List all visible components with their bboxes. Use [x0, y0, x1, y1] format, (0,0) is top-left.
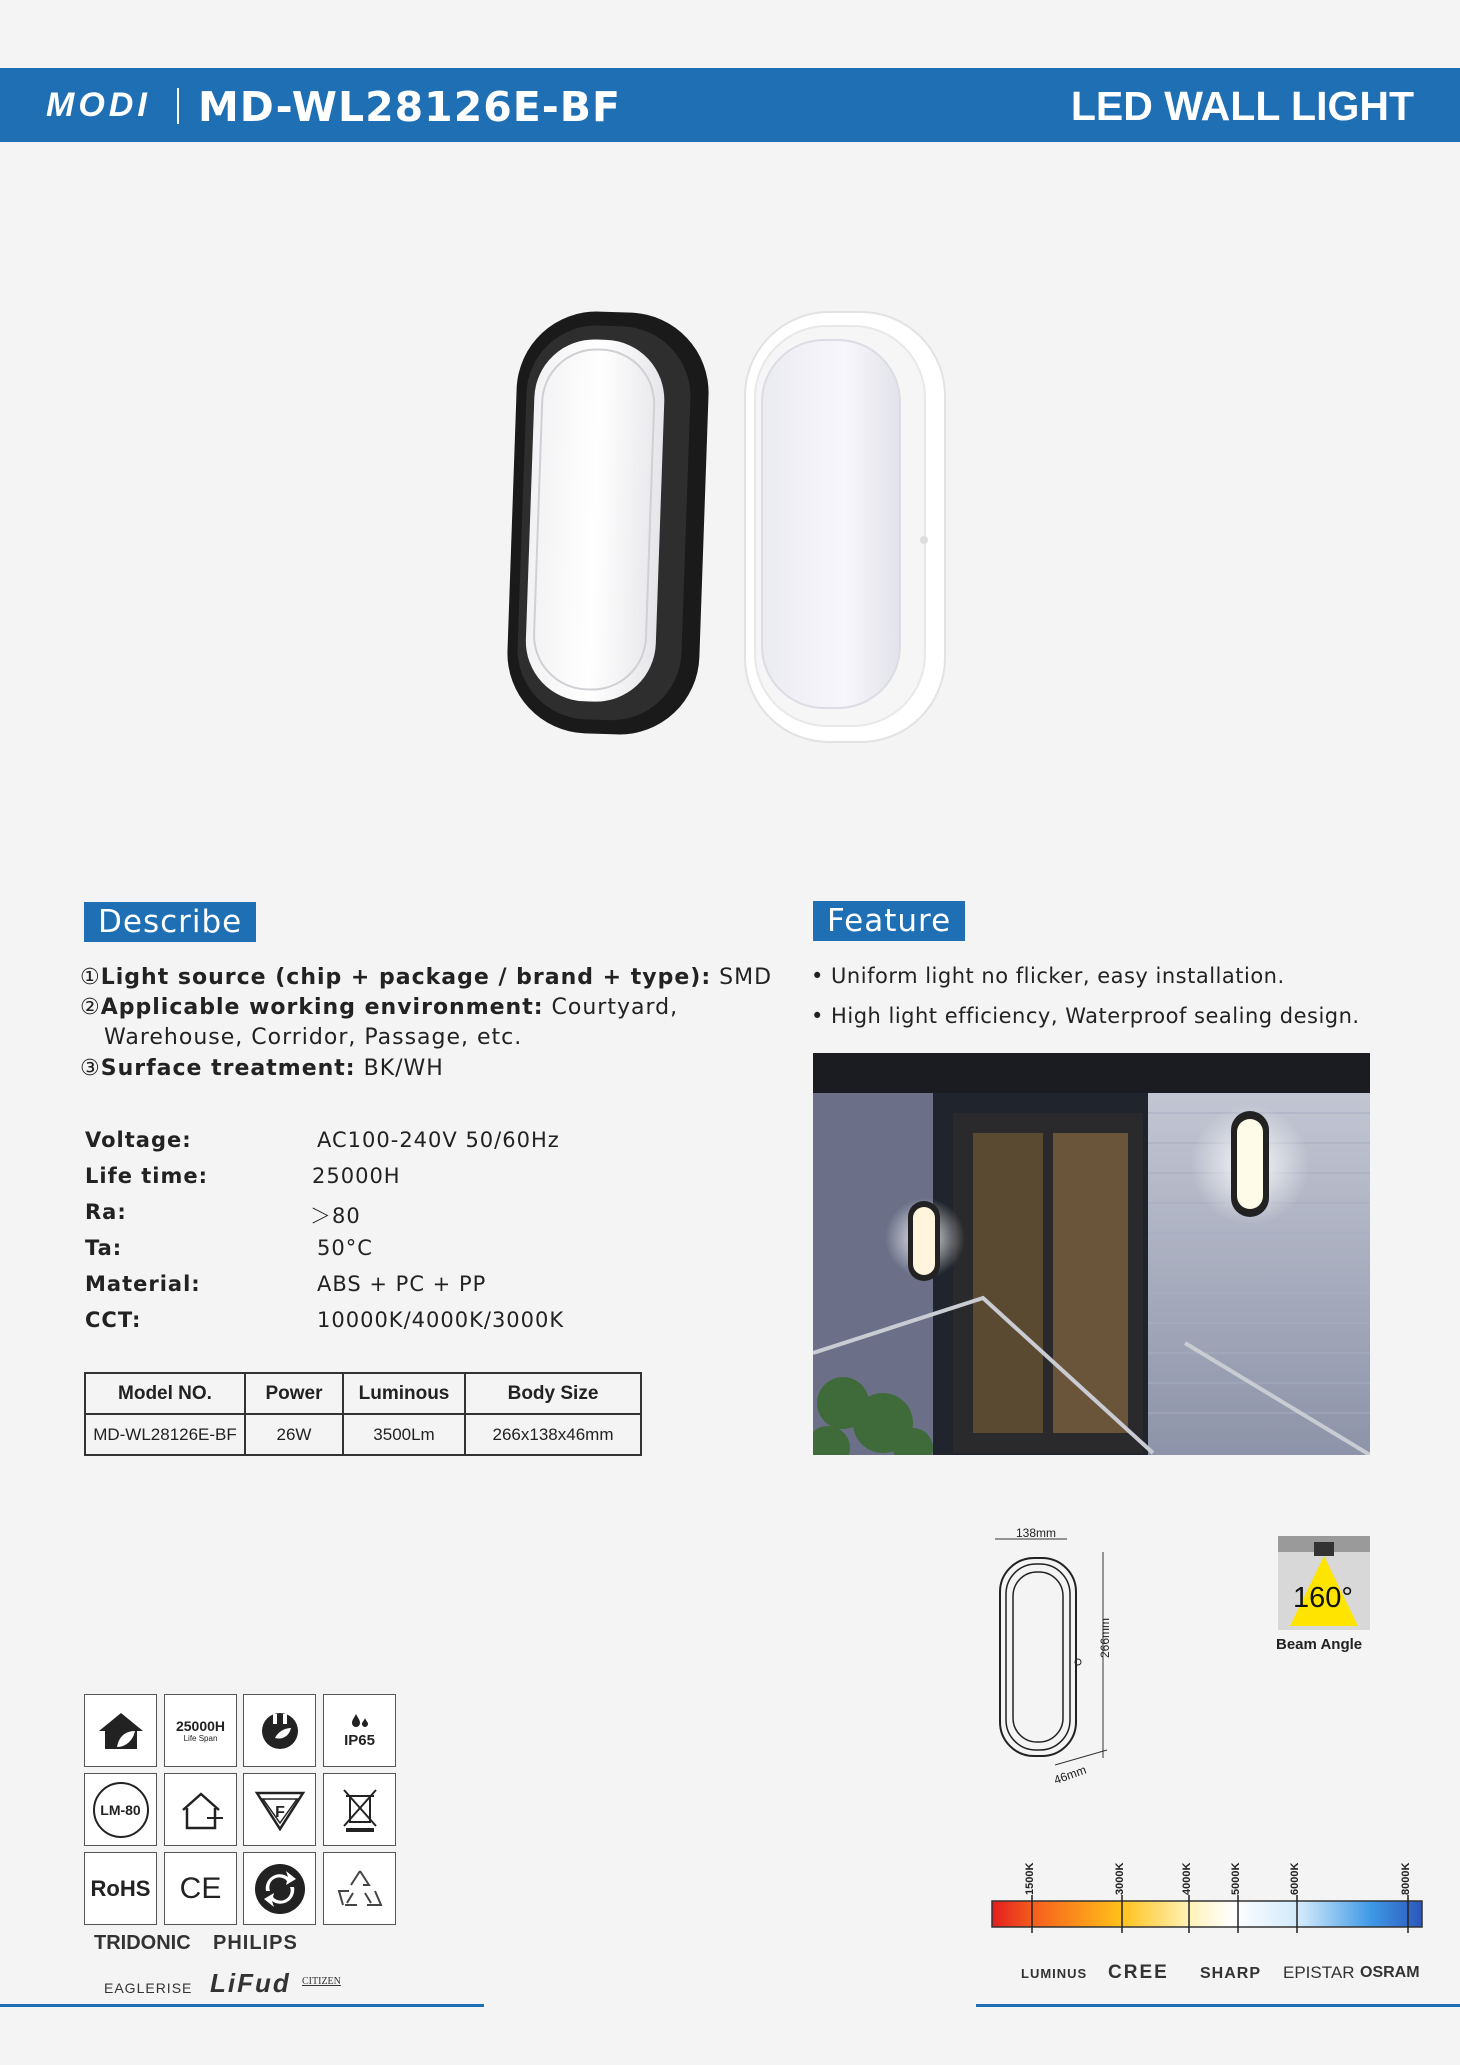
dimension-drawing [985, 1522, 1135, 1790]
brand-philips: PHILIPS [213, 1932, 298, 1954]
table-cell: 26W [245, 1414, 343, 1455]
item-value: BK/WH [355, 1056, 444, 1081]
life-span-value: 25000H [175, 1718, 226, 1734]
item-key: Applicable working environment: [100, 995, 544, 1020]
item-number: ③ [80, 1056, 101, 1081]
cct-tick-label: 3000K [1114, 1862, 1126, 1895]
feature-item: • High light efficiency, Waterproof sealing design. [811, 1004, 1360, 1028]
table-header-row [85, 1373, 641, 1414]
beam-angle-label: Beam Angle [1276, 1636, 1363, 1653]
item-value: Courtyard, [543, 995, 679, 1020]
model-table [84, 1372, 642, 1456]
spec-cct-value: 10000K/4000K/3000K [317, 1308, 565, 1332]
product-image [500, 300, 980, 750]
weee-bin-icon [323, 1773, 396, 1846]
installation-scene-image [813, 1053, 1370, 1455]
spec-ta-label: Ta: [85, 1236, 123, 1260]
describe-item-environment [80, 995, 678, 1020]
logo-divider [177, 88, 179, 124]
brand-logo: MODI [46, 86, 151, 124]
feature-heading: Feature [813, 901, 965, 941]
document-title: LED WALL LIGHT [1070, 83, 1414, 129]
green-dot-icon [243, 1852, 316, 1925]
brand-cree: CREE [1108, 1962, 1169, 1983]
describe-heading: Describe [84, 902, 256, 942]
spec-ra-value: ＞80 [310, 1204, 361, 1228]
eco-plug-icon [243, 1694, 316, 1767]
cct-tick-label: 4000K [1181, 1862, 1193, 1895]
footer-line-right [976, 2004, 1460, 2007]
cct-tick-label: 1500K [1024, 1862, 1036, 1895]
brand-eaglerise: EAGLERISE [104, 1980, 193, 1996]
model-number: MD-WL28126E-BF [198, 83, 622, 131]
item-number: ② [80, 995, 101, 1020]
cct-tick-label: 6000K [1289, 1862, 1301, 1895]
spec-material-label: Material: [85, 1272, 201, 1296]
cct-tick-label: 5000K [1230, 1862, 1242, 1895]
table-header: Power [245, 1373, 343, 1414]
table-header: Luminous [343, 1373, 465, 1414]
item-value: SMD [711, 965, 773, 990]
life-span-label: Life Span [183, 1734, 218, 1743]
brand-sharp: SHARP [1200, 1965, 1262, 1982]
brand-citizen: CITIZEN [302, 1976, 341, 1987]
table-header: Model NO. [85, 1373, 245, 1414]
table-header: Body Size [465, 1373, 641, 1414]
feature-item: • Uniform light no flicker, easy installation. [811, 964, 1285, 988]
describe-item-light-source [80, 965, 772, 990]
spec-voltage-value: AC100-240V 50/60Hz [317, 1128, 560, 1152]
f-mark-label: F [274, 1803, 285, 1821]
spec-cct-label: CCT: [85, 1308, 142, 1332]
item-key: Surface treatment: [100, 1056, 356, 1081]
table-cell: 3500Lm [343, 1414, 465, 1455]
life-span-icon [164, 1694, 237, 1767]
describe-item-environment-cont [104, 1025, 522, 1050]
dimension-height: 266mm [1098, 1617, 1112, 1658]
f-mark-icon [243, 1773, 316, 1846]
spec-ta-value: 50°C [317, 1236, 373, 1260]
header-bar [0, 68, 1460, 142]
dimension-depth: 46mm [1052, 1762, 1089, 1788]
ip-rating: IP65 [344, 1732, 375, 1749]
table-cell: 266x138x46mm [465, 1414, 641, 1455]
brand-tridonic: TRIDONIC [94, 1932, 191, 1954]
beam-angle-value: 160° [1293, 1582, 1353, 1614]
dimension-width: 138mm [1016, 1526, 1057, 1540]
lm80-label: LM-80 [93, 1782, 149, 1838]
recycle-icon [323, 1852, 396, 1925]
outdoor-house-icon [164, 1773, 237, 1846]
spec-lifetime-label: Life time: [85, 1164, 209, 1188]
spec-voltage-label: Voltage: [85, 1128, 192, 1152]
cct-color-scale [990, 1845, 1424, 1935]
brand-epistar: EPISTAR [1283, 1963, 1355, 1982]
spec-lifetime-value: 25000H [312, 1164, 401, 1188]
item-value: Warehouse, Corridor, Passage, etc. [104, 1025, 523, 1050]
table-cell: MD-WL28126E-BF [85, 1414, 245, 1455]
rohs-icon: RoHS [84, 1852, 157, 1925]
table-row [85, 1414, 641, 1455]
cct-tick-label: 8000K [1400, 1862, 1412, 1895]
ip65-icon [323, 1694, 396, 1767]
footer-line-left [0, 2004, 484, 2007]
indoor-use-icon [84, 1694, 157, 1767]
lm80-icon [84, 1773, 157, 1846]
ce-icon: CE [164, 1852, 237, 1925]
brand-lifud: LiFud [210, 1968, 291, 1998]
brand-luminus: LUMINUS [1021, 1966, 1088, 1981]
describe-item-surface [80, 1056, 444, 1081]
spec-ra-label: Ra: [85, 1200, 127, 1224]
item-key: Light source (chip + package / brand + type): [100, 965, 712, 990]
brand-osram: OSRAM [1360, 1964, 1420, 1981]
item-number: ① [80, 965, 101, 990]
spec-material-value: ABS + PC + PP [317, 1272, 487, 1296]
